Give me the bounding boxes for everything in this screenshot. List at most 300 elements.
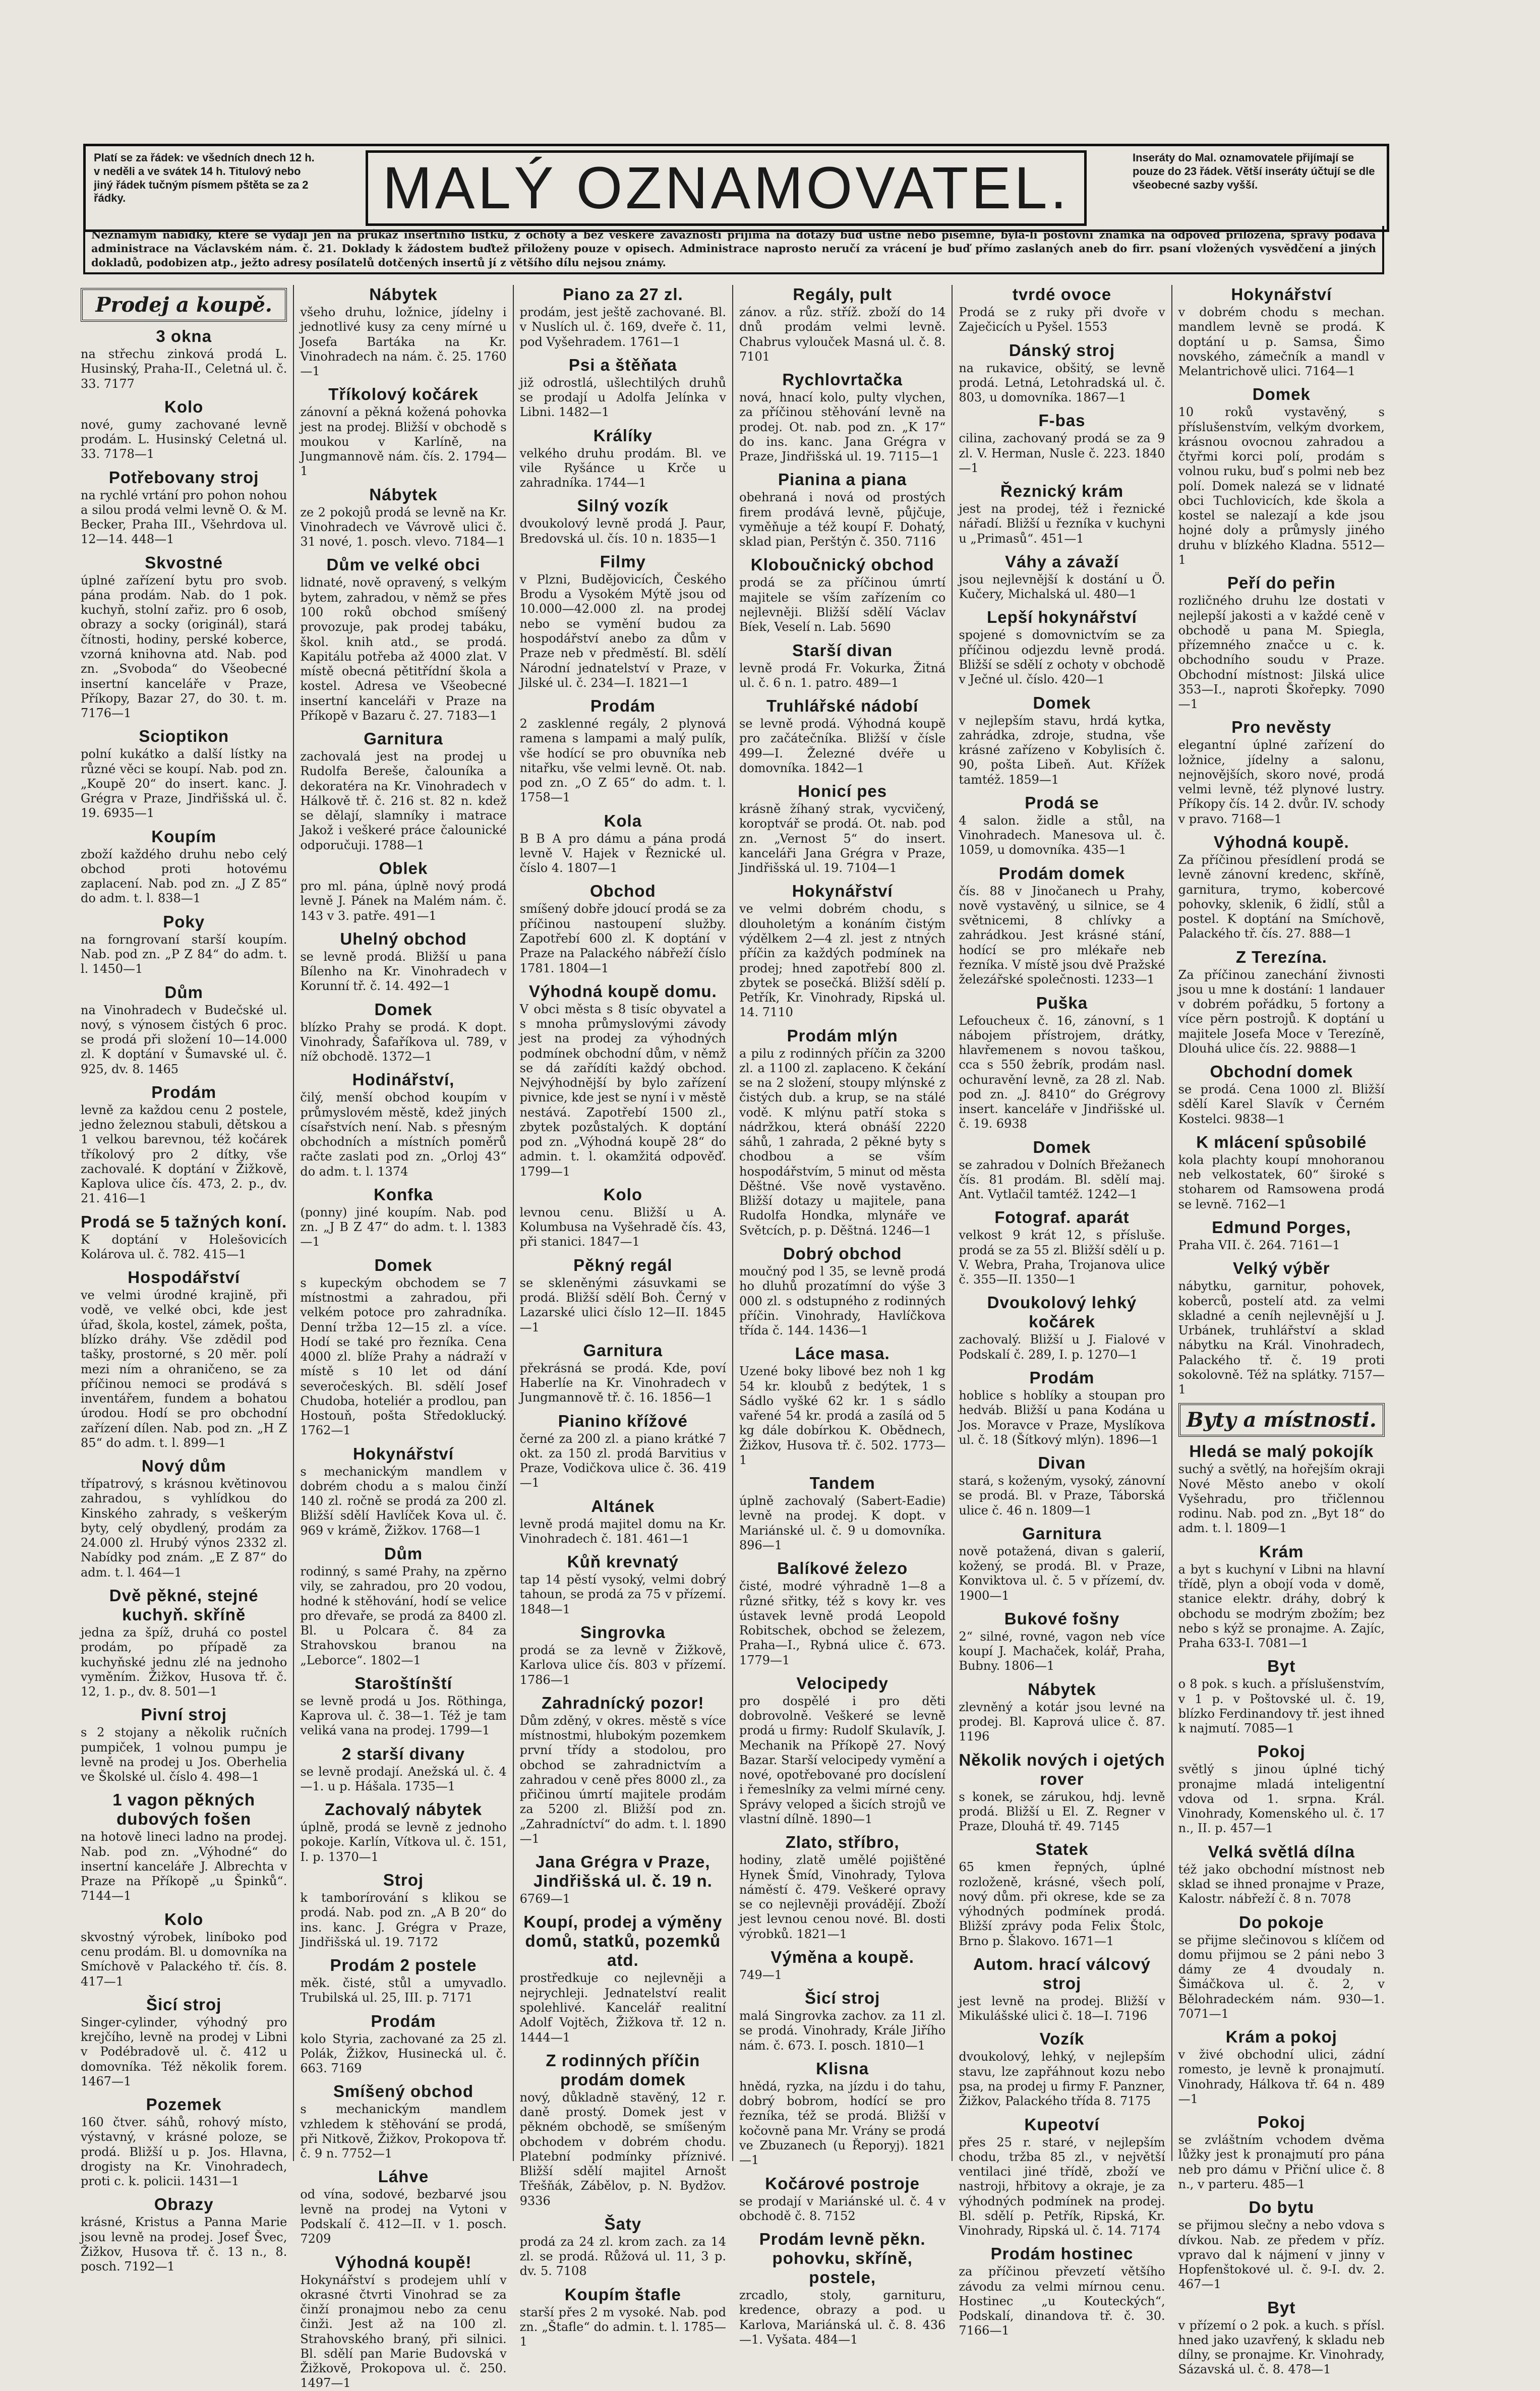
ad-body: Praha VII. č. 264. 7161—1 [1178, 1238, 1340, 1253]
ad-title: Do pokoje [1239, 1912, 1324, 1932]
ad-title: Truhlářské nádobí [766, 696, 919, 716]
ad-title: Dánský stroj [1009, 340, 1115, 360]
ad-body: k tamborírování s klikou se prodá. Nab. pod zn. „A B 20“ do ins. kanc. J. Grégra v Praze, Jindřišská ul. 19. 7172 [300, 1890, 507, 1949]
section-housing-heading: Byty a místnosti. [1178, 1403, 1385, 1437]
section-sale-heading: Prodej a koupě. [81, 288, 287, 322]
classified-ad [81, 1705, 287, 1784]
ad-body: smíšený dobře jdoucí prodá se za příčinou nastoupení služby. Zapotřebí 600 zl. K doptání v Praze na Palackého nábřeží číslo 1781. 1804—1 [519, 902, 726, 975]
classified-ad [300, 859, 506, 923]
ad-body: 65 kmen řepných, úplné rozloženě, krásné, všech polí, nový dům. při okrese, kde se za výhodných podmínek prodá. Bližší zprávy poda Felix Štolc, Brno p. Šlakovo. 1671—1 [959, 1860, 1165, 1948]
classified-ad [1178, 1259, 1385, 1397]
classified-ad [739, 1244, 945, 1338]
ad-body: Singer-cylinder, výhodný pro krejčího, levně na prodej v Libni v Podébradově ul. č. 412 u domovníka. Též několik forem. 1467—1 [81, 2015, 287, 2088]
column-2 [294, 285, 513, 2390]
ad-body: malá Singrovka zachov. za 11 zl. se prodá. Vinohrady, Krále Jiřího nám. č. 673. I. posch. 1810—1 [739, 2009, 946, 2053]
ad-title: Dům ve velké obci [326, 555, 481, 574]
ad-body: černé za 200 zl. a piano krátké 7 okt. za 150 zl. prodá Barvitius v Praze, Vodičkova ulice č. 36. 419—1 [519, 1431, 726, 1490]
ad-body: hodiny, zlatě umělé pojištěné Hynek Šmíd, Vinohrady, Tylova náměstí č. 479. Veškeré opravy se co nejlevněji provádějí. Zboží jest levnou cenou nové. Bl. dosti výrobků. 1821—1 [739, 1853, 946, 1941]
ad-title: Domek [374, 1000, 433, 1019]
ad-body: prodá se za příčinou úmrtí majitele se vším zařízením co nejlevněji. Bližší sdělí Václav Bíek, Veselí n. Lab. 5690 [739, 575, 946, 634]
ad-title: Prodám hostinec [990, 2244, 1134, 2263]
classified-ad [1178, 1913, 1385, 2022]
ad-title: Domek [1252, 385, 1311, 404]
ad-title: Silný vozík [577, 496, 669, 515]
classified-ad [520, 356, 726, 420]
classified-ad [1178, 2027, 1385, 2107]
classified-ad [300, 285, 506, 379]
ad-title: Hokynářství [792, 882, 893, 901]
ad-title: Skvostné [145, 553, 223, 572]
ad-body: dvoukolový levně prodá J. Paur, Bredovská ul. čís. 10 n. 1835—1 [519, 516, 726, 546]
ad-title: Kolo [164, 1909, 204, 1929]
ad-body: s konek, se zárukou, hdj. levně prodá. Bližší u El. Z. Regner v Praze, Dlouhá tř. 49. 7145 [959, 1789, 1165, 1834]
classified-ad [959, 793, 1165, 858]
classified-ad [739, 1948, 945, 1982]
ad-title: 3 okna [156, 327, 212, 345]
classified-ad [1178, 1657, 1385, 1736]
ad-body: jsou nejlevnější k dostání u Ö. Kučery, Michalská ul. 480—1 [959, 572, 1165, 602]
ad-body: Za příčinou zanechání živnosti jsou u mne k dostání: 1 landauer v dobrém pořádku, 5 fortony a více pěrn postrojů. K doptání u majitele Josefa Moce v Terezíně, Dlouhá ulice čís. 22. 9888—1 [1178, 967, 1385, 1056]
ad-body: v přízemí o 2 pok. a kuch. s přísl. hned jako uzavřený, k skladu neb dílny, se pronajme. Kr. Vinohrady, Sázavská ul. č. 8. 478—1 [1178, 2318, 1385, 2377]
ad-body: Hokynářství s prodejem uhlí v okrasné čtvrti Vinohrad se za činží pronajmou nebo za cenu činži. Jest až na 100 zl. Strahovského braný, při silnici. Bl. sdělí pan Marie Budovská v Žižkově, Prokopova ul. č. 250. 1497—1 [300, 2272, 507, 2390]
classified-ad [739, 470, 945, 549]
classified-ad [959, 482, 1165, 546]
masthead-title-box [328, 146, 1124, 229]
ad-body: se přijme slečinovou s klíčem od domu přijmou se 2 páni nebo 3 dámy ze 4 dvoudaly n. Šimáčkova ul. č. 2, v Bělohradeckém nám. 930—1. 7071—1 [1178, 1933, 1385, 2021]
ad-body: na Vinohradech v Budečské ul. nový, s výnosem čistých 6 proc. se prodá při složení 10—14.000 zl. K doptání v Šumavské ul. č. 925, dv. 8. 1465 [81, 1003, 287, 1076]
classified-ad [1178, 718, 1385, 827]
ad-body: zachovalý. Bližší u J. Fialové v Podskalí č. 289, I. p. 1270—1 [959, 1332, 1165, 1362]
ad-title: Poky [163, 912, 205, 931]
ad-body: čís. 88 v Jinočanech u Prahy, nově vystavěný, u silnice, se 4 světnicemi, 8 chlívky a zahrádkou. Jest krásné stání, hodící se pro mlékaře neb řezníka. V místě jsou dvě Pražské železářské společnosti. 1233—1 [959, 884, 1165, 987]
ad-body: tap 14 pěstí vysoký, velmi dobrý tahoun, se prodá za 75 v přízemí. 1848—1 [519, 1572, 726, 1616]
ad-body: 160 čtver. sáhů, rohový místo, výstavný, v krásné poloze, se prodá. Bližší u p. Jos. Hlavna, drogisty na Kr. Vinohradech, proti c. k. policii. 1431—1 [81, 2115, 287, 2189]
column-5 [953, 285, 1172, 2338]
ad-body: dvoukolový, lehký, v nejlepším stavu, lze zapřáhnout kozu nebo psa, na prodej u firmy F. Panzner, Žižkov, Palackého třída 8. 7175 [959, 2050, 1165, 2109]
classified-ad [300, 1185, 506, 1250]
ad-title: tvrdé ovoce [1012, 285, 1112, 304]
classified-ad [1178, 2198, 1385, 2292]
ad-title: F-bas [1038, 411, 1086, 430]
classified-ad [959, 1293, 1165, 1362]
ad-title: Z Terezína. [1235, 947, 1327, 966]
classified-ad [520, 426, 726, 491]
ad-title: Potřebovany stroj [108, 468, 259, 487]
ad-title: Prodám levně pěkn. pohovku, skříně, postele, [759, 2230, 926, 2287]
ad-title: Velký výběr [1232, 1259, 1330, 1278]
classified-ad [520, 1497, 726, 1547]
ad-title: Garnitura [583, 1340, 663, 1360]
classified-ad [1178, 2298, 1385, 2377]
ad-body: se levně prodají. Anežská ul. č. 4—1. u p. Hášala. 1735—1 [300, 1764, 507, 1793]
ad-title: Prodám mlýn [787, 1026, 898, 1045]
ad-title: Piano za 27 zl. [562, 285, 683, 304]
ad-title: Bukové fošny [1004, 1609, 1120, 1628]
classified-ad [520, 882, 726, 975]
classified-ad [959, 1955, 1165, 2024]
classified-ad [81, 1790, 287, 1903]
classified-ad [300, 1000, 506, 1065]
ad-title: Stroj [383, 1870, 424, 1889]
classified-ad [300, 2012, 506, 2076]
classified-ad [959, 994, 1165, 1132]
ad-body: pro dospělé i pro děti dobrovolně. Veškeré se levně prodá u firmy: Rudolf Skulavík, J. Mechanik na Příkopě 27. Nový Bazar. Starší velocipedy vymění a nové, opotřebované pro docíslení i řemeslníky za velmi mírné ceny. Správy veloped a šicích strojů ve vlastní dílně. 1890—1 [739, 1694, 946, 1826]
ad-title: Výhodná koupě! [335, 2252, 472, 2271]
ad-title: Dvoukolový lehký kočárek [987, 1293, 1137, 1331]
classified-ad [1178, 1442, 1385, 1536]
ad-body: s 2 stojany a několik ručních pumpiček, 1 volnou pumpu je levně na prodej u Jos. Oberhelia ve Školské ul. číslo 4. 498—1 [81, 1725, 287, 1784]
ad-body: světlý s jinou úplné tichý pronajme mladá inteligentní vdova od 1. srpna. Král. Vinohrady, Komenského ul. č. 17 n., II. p. 457—1 [1178, 1762, 1385, 1836]
ad-title: Domek [1033, 1137, 1091, 1156]
ad-title: Kočárové postroje [765, 2174, 920, 2193]
classified-ad [81, 1910, 287, 1989]
classified-ad [300, 1444, 506, 1538]
classified-ad [959, 693, 1165, 787]
ad-body: se přijmou slečny a nebo vdova s dívkou. Nab. ze předem v příz. vpravo dal k nájmení v jinny v Hopfenštokové ul. č. 9-I. dv. 2. 467—1 [1178, 2218, 1385, 2292]
ad-title: Láhve [378, 2167, 429, 2186]
classified-ad [1178, 385, 1385, 567]
classified-ad [739, 782, 945, 876]
ad-body: zánov. a růz. stříž. zboží do 14 dnů prodám velmi levně. Chabrus vylouček Masná ul. č. 8. 7101 [739, 305, 946, 364]
ad-body: levně prodá majitel domu na Kr. Vinohradech č. 181. 461—1 [519, 1517, 726, 1546]
ad-body: a byt s kuchyní v Libni na hlavní třídě, plyn a obojí voda v domě, stanice elektr. dráhy, dobrý k obchodu se modrým zbožím; bez nebo s kýž se pronajme. A. Zajíc, Praha 633-I. 7081—1 [1178, 1562, 1385, 1651]
classified-ad [81, 1083, 287, 1206]
classified-ad [81, 327, 287, 391]
ad-title: Hodinářství, [352, 1070, 455, 1089]
classified-ad [959, 2115, 1165, 2239]
classified-ad [739, 1559, 945, 1668]
ad-title: Regály, pult [793, 285, 892, 304]
ad-body: nová, hnací kolo, pulty vlychen, za příčinou stěhování levně na prodej. Ot. nab. pod zn. „K 17“ do ins. kanc. Jana Grégra v Praze, Jindřišská ul. 19. 7115—1 [739, 390, 946, 464]
classified-ad [81, 1995, 287, 2089]
ad-body: v nejlepším stavu, hrdá kytka, zahrádka, zdroje, studna, vše krásné zařízeno v Kobylisích č. 90, pošta Libeň. Aut. Křížek tamtéž. 1859—1 [959, 713, 1165, 787]
ad-body: s kupeckým obchodem se 7 místnostmi a zahradou, při velkém potoce pro zahradníka. Denní tržba 12—15 zl. a více. Hodí se také pro řezníka. Cena 4000 zl. blíže Prahy a nádraží v místě s 10 let od dání severočeských. Bl. sdělí Josef Chudoba, hoteliér a prodlou, pan Hostouň, pošta Středoklucký. 1762—1 [300, 1275, 507, 1438]
ad-title: Dvě pěkné, stejné kuchyň. skříně [109, 1586, 259, 1624]
classified-ad [1178, 1218, 1385, 1253]
classified-ad [520, 2051, 726, 2208]
classified-ad [739, 370, 945, 464]
classified-ad [739, 1474, 945, 1553]
ad-body: Prodá se z ruky při dvoře v Zaječicích u Pyšel. 1553 [959, 305, 1165, 334]
classified-ad [959, 1840, 1165, 1949]
ad-title: Králíky [593, 426, 653, 445]
ad-body: starší přes 2 m vysoké. Nab. pod zn. „Štafle“ do admin. t. l. 1785—1 [519, 2305, 726, 2349]
classified-ad [81, 397, 287, 462]
classified-ad [1178, 573, 1385, 712]
ad-body: rodinný, s samé Prahy, na zpěrno vily, se zahradou, pro 20 vodou, hodné k stěhování, hodí se velice pro dřevaře, se prodá za 8400 zl. Bl. u Polcara č. 84 za Strahovskou branou na „Leborce“. 1802—1 [300, 1564, 507, 1667]
classified-ad [739, 2230, 945, 2347]
ad-body: na forngrovaní starší koupím. Nab. pod zn. „P Z 84“ do adm. t. l. 1450—1 [81, 932, 287, 976]
ad-body: Uzené boky libové bez noh 1 kg 54 kr. kloubů z bedýtek, 1 s Sádlo vyšké 62 kr. 1 s sádlo vařené 54 kr. prodá a zasílá od 5 kg dále dobírkou K. Obědnech, Žižkov, Husova tř. č. 502. 1773—1 [739, 1364, 946, 1467]
classified-ad [959, 1368, 1165, 1447]
ad-title: Krám [1259, 1542, 1304, 1561]
ad-body: blízko Prahy se prodá. K dopt. Vinohrady, Šafaříkova ul. 789, v níž obchodě. 1372—1 [300, 1020, 507, 1064]
ad-body: se levně prodá. Výhodná koupě pro začátečníka. Bližší v čísle 499—I. Železné dvéře u domovníka. 1842—1 [739, 717, 946, 775]
ad-body: krásné, Kristus a Panna Marie jsou levně na prodej. Josef Švec, Žižkov, Husova tř. č. 13 n., 8. posch. 7192—1 [81, 2215, 287, 2274]
ad-body: s mechanickým mandlem v dobrém chodu a s malou činží 140 zl. ročně se prodá za 200 zl. Bližší sdělí Havlíček Kova ul. č. 969 v krámě, Žižkov. 1768—1 [300, 1464, 507, 1538]
ad-body: levnou cenu. Bližší u A. Kolumbusa na Vyšehradě čís. 43, při stanici. 1847—1 [519, 1205, 726, 1249]
ad-body: v živé obchodní ulici, zádní romesto, je levně k pronajmutí. Vinohrady, Hálkova tř. 64 n. 489—1 [1178, 2048, 1385, 2106]
ad-title: Smíšený obchod [333, 2082, 474, 2101]
ad-title: Do bytu [1249, 2198, 1315, 2217]
classified-ad [739, 1344, 945, 1468]
ad-body: nový, důkladně stavěný, 12 r. daně prostý. Domek jest v pěkném obchodě, se smíšeným obchodem v dobrém chodu. Platební podmínky příznivé. Bližší sdělí majitel Arnošt Třešňák, Zábělov, p. N. Bydžov. 9336 [519, 2090, 726, 2208]
ad-title: Kolo [603, 1185, 642, 1204]
classified-ad [520, 811, 726, 876]
ad-title: Jana Grégra v Praze, Jindřišská ul. č. 19 n. [533, 1852, 713, 1891]
classified-ad [1178, 1133, 1385, 1212]
ad-title: Uhelný obchod [340, 929, 467, 948]
ad-title: Prodám [1029, 1368, 1095, 1387]
ad-title: Obchod [589, 882, 656, 901]
ad-title: Koupím štafle [564, 2285, 681, 2304]
ad-body: rozličného druhu lze dostati v nejlepší jakosti a v každé ceně v obchodě u pana M. Spiegla, přízemného značce u c. k. obchodního soudu v Praze. Obchodní místnost: Jilská ulice 353—I., naproti Škořepky. 7090—1 [1178, 594, 1385, 712]
classified-ad [300, 2253, 506, 2391]
ad-title: Hospodářství [128, 1268, 241, 1287]
classified-ad [1178, 285, 1385, 379]
ad-title: Koupí, prodej a výměny domů, statků, pozemků atd. [523, 1912, 723, 1970]
ad-title: Hledá se malý pokojík [1189, 1442, 1374, 1461]
ad-body: s mechanickým mandlem vzhledem k stěhování se prodá, při Nitkově, Žižkov, Prokopova tř. č. 9 n. 7752—1 [300, 2102, 507, 2161]
classified-ad [81, 2095, 287, 2189]
ad-title: Byt [1267, 2298, 1296, 2317]
ad-body: v dobrém chodu s mechan. mandlem levně se prodá. K doptání u p. Samsa, Šimo novského, zámečník a mandl v Melantrichově ulici. 7164—1 [1178, 305, 1385, 379]
ad-title: Psi a štěňata [568, 355, 677, 374]
classified-ad [520, 1852, 726, 1906]
classified-ad [959, 285, 1165, 335]
ad-title: Prodá se 5 tažných koní. [81, 1212, 287, 1231]
column-1 [75, 285, 294, 2274]
ad-title: Fotograf. aparát [994, 1208, 1130, 1227]
ad-title: Kupeotví [1024, 2115, 1100, 2134]
masthead-left-note: Platí se za řádek: ve všedních dnech 12 h. v neděli a ve svátek 14 h. Titulový nebo jiný řádek tučným písmem pštěta se za 2 řádky. [94, 151, 315, 205]
ad-title: Obchodní domek [1210, 1062, 1353, 1081]
ad-body: Dům zděný, v okres. městě s více místnostmi, hlubokým pozemkem první třídy a stodolou, pro obchod se zahradnictvím a zahradou v ceně přes 8000 zl., za přičinou úmrtí majitele prodám za 5200 zl. Bližší pod zn. „Zahradníctví“ do adm. t. l. 1890—1 [519, 1713, 726, 1846]
classified-ad [520, 1694, 726, 1846]
ad-body: od vína, sodové, bezbarvé jsou levně na prodej na Vytoni v Podskalí č. 412—II. v 1. posch. 7209 [300, 2187, 507, 2246]
ad-title: Klisna [816, 2059, 869, 2078]
classified-ad [81, 727, 287, 821]
ad-title: 2 starší divany [341, 1744, 465, 1763]
ad-body: stará, s koženým, vysoký, zánovní se prodá. Bl. v Praze, Táborská ulice č. 46 n. 1809—1 [959, 1474, 1165, 1518]
ad-title: Pokoj [1257, 1742, 1306, 1761]
classified-ad [81, 468, 287, 547]
ad-body: pro ml. pána, úplně nový prodá levně J. Pánek na Malém nám. č. 143 v 3. patře. 491—1 [300, 879, 507, 923]
ad-title: Výměna a koupě. [771, 1947, 914, 1966]
classified-ad [300, 1744, 506, 1794]
ad-title: Šicí stroj [146, 1995, 222, 2014]
ad-body: cilina, zachovaný prodá se za 9 zl. V. Herman, Nusle č. 223. 1840—1 [959, 431, 1165, 475]
ad-title: Dobrý obchod [783, 1244, 902, 1263]
classified-ad [739, 2174, 945, 2224]
classified-ad [739, 1674, 945, 1827]
ad-body: prostředkuje co nejlevněji a nejrychleji. Jednatelství realit spolehlivé. Kancelář realitní Adolf Vojtěch, Žižkova tř. 12 n. 1444—1 [519, 1971, 726, 2045]
ad-body: se prodá. Cena 1000 zl. Bližší sdělí Karel Slavík v Černém Kostelci. 9838—1 [1178, 1082, 1385, 1126]
ad-body: o 8 pok. s kuch. a příslušenstvím, v 1 p. v Poštovské ul. č. 19, blízko Ferdinandovy tř. jest ihned k najmutí. 7085—1 [1178, 1677, 1385, 1736]
ad-body: za příčinou převzetí většího závodu za velmi mírnou cenu. Hostinec „u Kouteckých“, Podskalí, dinandova tř. č. 30. 7166—1 [959, 2264, 1165, 2338]
classified-ad [1178, 1062, 1385, 1127]
ad-body: zachovalá jest na prodej u Rudolfa Bereše, čalouníka a dekoratéra na Kr. Vinohradech v Hálkově tř. č. 216 st. 82 n. kdež se dělají, slamníky i matrace Jakož i veškeré práce čalounické odporučuji. 1788—1 [300, 749, 507, 852]
classified-ad [739, 1026, 945, 1238]
ad-body: zrcadlo, stoly, garnituru, kredence, obrazy a pod. u Karlova, Mariánská ul. č. 8. 436—1. Vyšata. 484—1 [739, 2288, 946, 2347]
ad-body: lidnaté, nově opravený, s velkým bytem, zahradou, v němž se přes 100 roků obchod smíšený provozuje, pak prodej tabáku, škol. knih atd., se prodá. Kapitálu potřeba až 4000 zlat. V místě obecná pětitřídní škola a kostel. Adresa ve Všeobecné insertní kanceláři v Praze na Příkopě v Bazaru č. 27. 7183—1 [300, 575, 507, 723]
ad-title: Peří do peřin [1227, 573, 1336, 593]
ad-title: Dům [384, 1544, 423, 1563]
ad-body: suchý a světlý, na hořejším okraji Nové Město anebo v okolí Vyšehradu, pro třičlennou rodinu. Nab. pod zn. „Byt 18“ do adm. t. l. 1809—1 [1178, 1462, 1385, 1536]
ad-body: B B A pro dámu a pána prodá levně V. Hajek v Řeznické ul. číslo 4. 1807—1 [519, 831, 726, 876]
ad-title: Nový dům [141, 1456, 226, 1476]
ad-title: Šaty [604, 2214, 642, 2233]
classified-ad [300, 929, 506, 994]
classified-ad [300, 2082, 506, 2161]
classified-ad [1178, 2113, 1385, 2192]
classified-ad [300, 729, 506, 853]
classified-ad [81, 827, 287, 906]
ad-body: zboží každého druhu nebo celý obchod proti hotovému zaplacení. Nab. pod zn. „J Z 85“ do adm. t. l. 838—1 [81, 847, 287, 906]
ad-title: Garnitura [1022, 1524, 1102, 1543]
ad-body: úplně, prodá se levně z jednoho pokoje. Karlín, Vítkova ul. č. 151, I. p. 1370—1 [300, 1820, 507, 1864]
classified-ad [959, 1751, 1165, 1834]
ad-body: se levně prodá. Bližší u pana Bílenho na Kr. Vinohradech v Korunní tř. č. 14. 492—1 [300, 949, 507, 994]
ad-body: levně za každou cenu 2 postele, jedno železnou stabuli, dětskou a 1 velkou barevnou, též kočárek tříkolový pro 2 dítky, vše zachovalé. K doptání v Žižkově, Kaplova ulice čís. 473, 2. p., dv. 21. 416—1 [81, 1102, 287, 1206]
classified-ad [959, 1680, 1165, 1744]
ad-body: přes 25 r. staré, v nejlepším chodu, tržba 85 zl., v největší ventilaci jiné třídě, zboží ve nastroji, hřbitovy a okraje, je za výhodných podmínek na prodej. Bl. sdělí p. Petřík, Ripská, Kr. Vinohrady, Ripská ul. č. 14. 7174 [959, 2135, 1165, 2238]
ad-body: ve velmi úrodné krajině, při vodě, ve velké obci, kde jest úřad, škola, kostel, zámek, pošta, blízko dráhy. Vše zdědil pod tašky, prostorné, s 20 měr. polí mezi ním a ohraničeno, se za příčinou nemoci se prodává s inventářem, fundem a bohatou úrodou. Hodí se pro obchodní zařízení dílen. Nab. pod zn. „H Z 85“ do adm. t. l. 899—1 [81, 1288, 287, 1450]
ad-title: Kolo [164, 397, 204, 416]
ad-title: Konfka [374, 1185, 433, 1204]
ad-title: K mlácení spůsobilé [1196, 1132, 1367, 1151]
classified-ad [300, 1070, 506, 1179]
column-3 [514, 285, 733, 2349]
ad-body: prodá za 24 zl. krom zach. za 14 zl. se prodá. Růžová ul. 11, 3 p. dv. 5. 7108 [519, 2234, 726, 2279]
ad-body: obehraná i nová od prostých firem prodává levně, půjčuje, vyměňuje a též koupí F. Dohatý, sklad pian, Perštýn č. 350. 7116 [739, 490, 946, 549]
classified-ad [520, 1623, 726, 1687]
masthead-right-note: Inseráty do Mal. oznamovatele přijímají se pouze do 23 řádek. Větší inseráty účtují se dle všeobecné sazby vyšší. [1133, 151, 1375, 191]
ad-title: Pianino křížové [558, 1411, 688, 1430]
ad-body: na rukavice, obšitý, se levně prodá. Letná, Letohradská ul. č. 803, u domovníka. 1867—1 [959, 361, 1165, 405]
classified-ad [739, 2059, 945, 2168]
masthead-title: MALÝ OZNAMOVATEL. [366, 150, 1086, 226]
classified-ad [1178, 948, 1385, 1057]
intro-notice: Neznámým nabídky, které se vydají jen na průkaz insertního lístku, z ochoty a bez veškeré závaznosti přijímá na dotazy buď ústně nebo písemně, byla-li poštovní známka na odpověď přiložena, správy podává administrace na Václavském nám. č. 21. Doklady k žádostem buďtež přiloženy pouze v opisech. Administrace naprosto neručí za vrácení je buď přímo zaslaných aneb do firr. psaní vložených vysvědčení a jiných dokladů, podobizen atp., ježto adresy posílatelů dotčených insertů jí z většího dílu nejsou známy. [83, 226, 1384, 274]
ad-title: Nábytek [369, 285, 438, 304]
ad-body: čilý, menší obchod koupím v průmyslovém městě, kdež jiných císařstvích není. Nab. s přesným obchodních a místních poměrů račte zaslati pod zn. „Orloj 43“ do adm. t. l. 1374 [300, 1090, 507, 1179]
ad-title: Prodám [371, 2011, 436, 2030]
ad-body: 2 zasklenné regály, 2 plynová ramena s lampami a malý pulík, vše hodící se pro obuvníka neb nitařku, vše velmi levně. Ot. nab. pod zn. „O Z 65“ do adm. t. l. 1758—1 [519, 717, 726, 805]
ad-body: prodá se za levně v Žižkově, Karlova ulice čís. 803 v přízemí. 1786—1 [519, 1643, 726, 1687]
ad-body: též jako obchodní místnost neb sklad se ihned pronajme v Praze, Kalostr. nábřeží č. 8 n. 7078 [1178, 1862, 1385, 1906]
classified-ad [81, 1456, 287, 1580]
classified-ad [959, 411, 1165, 476]
classified-ad [739, 696, 945, 776]
ad-title: Obrazy [154, 2195, 214, 2214]
classified-ad [300, 1674, 506, 1738]
ad-title: Dům [164, 982, 203, 1002]
ad-title: Výhodná koupě. [1213, 832, 1349, 851]
classified-ad [300, 1544, 506, 1668]
ad-title: Rychlovrtačka [782, 370, 903, 389]
ad-title: Pivní stroj [141, 1705, 227, 1724]
ad-body: všeho druhu, ložnice, jídelny i jednotlivé kusy za ceny mírné u Josefa Bartáka na Kr. Vinohradech na nám. č. 25. 1760—1 [300, 305, 507, 379]
ad-body: se prodají v Mariánské ul. č. 4 v obchodě č. 8. 7152 [739, 2194, 946, 2223]
ad-title: Zlato, stříbro, [785, 1833, 900, 1852]
column-4 [733, 285, 953, 2347]
ad-body: velkost 9 krát 12, s přísluše. prodá se za 55 zl. Bližší sdělí u p. V. Webra, Praha, Trojanova ulice č. 355—II. 1350—1 [959, 1228, 1165, 1287]
ad-body: V obci města s 8 tisíc obyvatel a s mnoha průmyslovými závody jest na prodej za výhodných podmínek obchodní dům, v němž se dá zařídíti každý obchod. Nejvýhodnější by bylo zařízení pivnice, kde jest se nyní i v městě nestává. Zapotřebí 1500 zl., zbytek pozůstalých. K doptání pod zn. „Výhodná koupě 28“ do admin. t. l. okamžitá odpověď. 1799—1 [519, 1002, 726, 1179]
ad-title: Několik nových i ojetých rover [959, 1750, 1165, 1788]
classified-ad [959, 1524, 1165, 1603]
ad-title: Oblek [379, 858, 428, 878]
ad-body: jest levně na prodej. Bližší v Mikulášské ulici č. 18—I. 7196 [959, 1994, 1165, 2023]
ad-body: skvostný výrobek, liníboko pod cenu prodám. Bl. u domovníka na Smíchově v Palackého tř. čís. 8. 417—1 [81, 1930, 287, 1989]
ad-body: velkého druhu prodám. Bl. ve vile Ryšánce u Krče u zahradníka. 1744—1 [519, 446, 726, 490]
ad-body: Lefoucheux č. 16, zánovní, s 1 nábojem přístrojem, drátky, hlavřemenem s novou taškou, cca s 550 žebrík, prodám nasl. ochuravění levně, za 28 zl. Nab. pod zn. „J. 8410“ do Grégrovy insert. kanceláře v Jindřišské ul. č. 19. 6938 [959, 1013, 1165, 1131]
classified-ad [300, 385, 506, 479]
ad-title: Garnitura [364, 729, 443, 748]
ad-title: Byt [1267, 1657, 1296, 1676]
ad-title: Autom. hrací válcový stroj [973, 1954, 1151, 1993]
ad-title: Puška [1036, 993, 1088, 1012]
ad-body: třípatrový, s krásnou květinovou zahradou, s vyhlídkou do Kinského zahrady, s veškerým byty, celý obydlený, prodám za 24.000 zl. Hrubý výnos 2332 zl. Nabídky pod znám. „E Z 87“ do adm. t. l. 464—1 [81, 1477, 287, 1580]
classified-ad [520, 696, 726, 805]
ad-title: Singrovka [580, 1623, 666, 1642]
ad-body: úplně zachovalý (Sabert-Eadie) levně na prodej. K dopt. v Mariánské ul. č. 9 u domovníka. 896—1 [739, 1494, 946, 1552]
ad-title: Prodám domek [998, 863, 1126, 883]
classified-ad [959, 1208, 1165, 1287]
classified-ad [520, 496, 726, 546]
ad-title: Kůň krevnatý [567, 1552, 679, 1571]
classified-ad [300, 1956, 506, 2006]
ad-title: Kloboučnický obchod [750, 555, 934, 574]
classified-ad [959, 1609, 1165, 1674]
ad-title: Zachovalý nábytek [324, 1800, 483, 1819]
ad-title: Hokynářství [353, 1444, 454, 1463]
ad-title: Prodám [590, 696, 656, 716]
ad-title: 1 vagon pěkných dubových fošen [112, 1790, 256, 1829]
ad-title: Vozík [1039, 2029, 1085, 2049]
ad-body: spojené s domovnictvím se za příčinou odjezdu levně prodá. Bližší se sdělí z ochoty v obchodě v Ječné ul. číslo. 420—1 [959, 628, 1165, 687]
classified-ad [959, 2244, 1165, 2338]
ad-body: Za příčinou přesídlení prodá se levně zánovní kredenc, skříně, garnitura, trymo, kobercové pohovky, sklenik, 6 židlí, stůl a postel. K doptání na Smíchově, Palackého tř. čís. 27. 888—1 [1178, 852, 1385, 941]
ad-title: Scioptikon [139, 727, 229, 746]
classified-ad [81, 912, 287, 977]
classified-ad [300, 555, 506, 723]
masthead [83, 144, 1389, 232]
classified-ad [520, 982, 726, 1179]
ad-body: ve velmi dobrém chodu, s dlouholetým a konáním čistým výdělkem 2—4 zl. jest z ntných příčin za každých podmínek na prodej; hned zapotřebí 800 zl. zbytek se posečká. Bližší sdělí p. Petřík, Kr. Vinohrady, Ripská ul. 14. 7110 [739, 902, 946, 1020]
classified-ad [520, 2285, 726, 2350]
classified-ad [81, 1586, 287, 1699]
ad-title: Nábytek [1028, 1679, 1096, 1699]
ad-body: prodám, jest ještě zachované. Bl. v Nuslích ul. č. 169, dveře č. 11, pod Vyšehradem. 1761—1 [519, 305, 726, 349]
ad-body: úplné zařízení bytu pro svob. pána prodám. Nab. do 1 pok. kuchyň, stolní zařiz. pro 6 osob, obrazy a socky (originál), stará čítnosti, hodiny, perské koberce, vzorná knihovna atd. Nab. pod zn. „Svoboda“ do Všeobecné insertní kanceláře v Praze, Příkopy, Bazar 27, do 30. t. m. 7176—1 [81, 573, 287, 721]
ad-body: na hotově lineci ladno na prodej. Nab. pod zn. „Výhodné“ do insertní kanceláře J. Albrechta v Praze na Příkopě „u Špinků“. 7144—1 [81, 1830, 287, 1903]
ad-body: (ponny) jiné koupím. Nab. pod zn. „J B Z 47“ do adm. t. l. 1383—1 [300, 1205, 507, 1249]
ad-body: hoblice s hoblíky a stoupan pro hedváb. Bližší u pana Kodána u Jos. Moravce v Praze, Myslíkova ul. č. 18 (Šítkový mlýn). 1896—1 [959, 1388, 1165, 1447]
ad-body: jedna za špíž, druhá co postel prodám, po případě za kuchyňské jednu zlé na jednoho vyměním. Žižkov, Husova tř. č. 12, 1. p., dv. 8. 501—1 [81, 1625, 287, 1699]
classified-ad [81, 2195, 287, 2274]
classified-ad [959, 608, 1165, 687]
ad-body: levně prodá Fr. Vokurka, Žitná ul. č. 6 n. 1. patro. 489—1 [739, 661, 946, 690]
ad-body: polní kukátko a další lístky na různé věci se koupí. Nab. pod zn. „Koupě 20“ do insert. kanc. J. Grégra v Praze, Jindřišská ul. č. 19. 6935—1 [81, 747, 287, 821]
ad-title: Výhodná koupě domu. [528, 981, 717, 1001]
classified-ad [1178, 1742, 1385, 1836]
ad-title: Prodám 2 postele [330, 1956, 477, 1975]
ad-title: Tandem [809, 1474, 875, 1493]
ad-body: zánovní a pěkná kožená pohovka jest na prodej. Bližší v obchodě s moukou v Karlíně, na Jungmannově nám. čís. 2. 1794—1 [300, 405, 507, 479]
ad-body: v Plzni, Budějovicích, Českého Brodu a Vysokém Mýtě jsou od 10.000—42.000 zl. na prodej nebo se vymění budou za hospodářství anebo za dům v Praze neb v předměstí. Bl. sdělí Národní jednatelství v Praze, v Jilské ul. č. 234—I. 1821—1 [519, 572, 726, 690]
ad-title: Pro nevěsty [1231, 718, 1332, 737]
